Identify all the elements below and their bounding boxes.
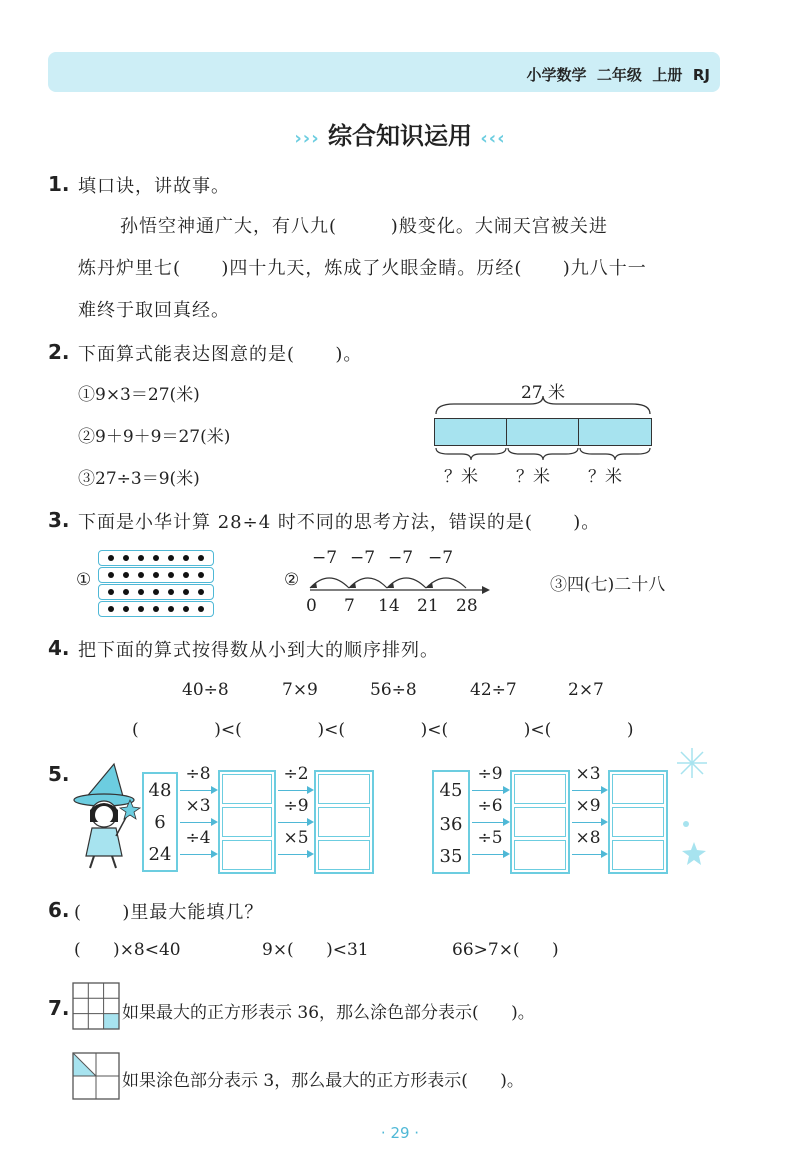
dot — [183, 572, 189, 578]
dot — [108, 572, 114, 578]
answer-cell[interactable] — [318, 840, 370, 870]
q1-line2: 炼丹炉里七( )四十九天，炼成了火眼金睛。历经( )九八十一 — [78, 258, 647, 279]
q7-number: 7. — [48, 996, 70, 1020]
q5-right-op1: ÷9 — [477, 764, 503, 784]
q2-number: 2. — [48, 340, 70, 364]
q5-left-op2: ×5 — [283, 828, 309, 848]
segment-bar — [434, 418, 652, 446]
bar-part-label: ？米 — [588, 467, 622, 487]
arrow — [180, 790, 216, 791]
q4-expression: 42÷7 — [470, 680, 517, 700]
dot — [153, 555, 159, 561]
section-title — [0, 116, 800, 151]
q6-prompt: ( )里最大能填几？ — [74, 902, 264, 923]
dot — [138, 555, 144, 561]
q7-statement-1: 如果最大的正方形表示 36，那么涂色部分表示( )。 — [122, 1003, 535, 1023]
arrow — [278, 854, 312, 855]
q7-grid-3x3 — [72, 982, 120, 1030]
q3-dot-array — [98, 550, 216, 618]
title-text: 综合知识运用 — [328, 122, 472, 150]
answer-cell[interactable] — [222, 774, 272, 804]
arrow — [180, 854, 216, 855]
q5-left-op1: ×3 — [185, 796, 211, 816]
dot — [108, 589, 114, 595]
q3-option-3: ③四(七)二十八 — [550, 575, 666, 595]
q5-right-op2: ×8 — [575, 828, 601, 848]
sparkle-decoration — [672, 744, 712, 874]
q2-option-3: ③27÷3＝9(米) — [78, 469, 200, 489]
q1-number: 1. — [48, 172, 70, 196]
q4-expression: 7×9 — [282, 680, 318, 700]
answer-cell[interactable] — [514, 774, 566, 804]
jump-label: −7 — [388, 548, 414, 568]
arrow — [572, 790, 606, 791]
q7-statement-2: 如果涂色部分表示 3，那么最大的正方形表示( )。 — [122, 1071, 524, 1091]
q2-option-2: ②9＋9＋9＝27(米) — [78, 427, 231, 447]
dot — [183, 589, 189, 595]
q5-left-input: 24 — [148, 844, 172, 865]
dot — [183, 555, 189, 561]
dot — [123, 589, 129, 595]
q2-bar-diagram — [434, 374, 652, 487]
answer-cell[interactable] — [514, 840, 566, 870]
q4-number: 4. — [48, 636, 70, 660]
title-left-arrows: ››› — [294, 128, 320, 149]
q3-number-line — [300, 548, 490, 618]
q6-number: 6. — [48, 898, 70, 922]
dot — [183, 606, 189, 612]
dot — [153, 606, 159, 612]
answer-cell[interactable] — [612, 774, 664, 804]
answer-cell[interactable] — [318, 774, 370, 804]
q5-left-op1: ÷8 — [185, 764, 211, 784]
witch-girl-illustration — [64, 760, 154, 870]
arrow — [572, 822, 606, 823]
q4-expression: 56÷8 — [370, 680, 417, 700]
q6-item: 9×( )<31 — [262, 940, 369, 960]
q5-right-op2: ×3 — [575, 764, 601, 784]
dot — [168, 572, 174, 578]
jump-label: −7 — [428, 548, 454, 568]
q5-number: 5. — [48, 762, 70, 786]
q5-left-input: 48 — [148, 780, 172, 801]
jump-label: −7 — [312, 548, 338, 568]
title-right-arrows: ‹‹‹ — [480, 128, 506, 149]
top-brace — [434, 394, 652, 416]
arrow — [572, 854, 606, 855]
q4-expression: 2×7 — [568, 680, 604, 700]
arrow — [278, 822, 312, 823]
q1-prompt: 填口诀，讲故事。 — [78, 176, 230, 197]
q6-item: 66>7×( ) — [452, 940, 559, 960]
q7-triangle-square — [72, 1052, 120, 1100]
dot — [168, 589, 174, 595]
answer-cell[interactable] — [222, 807, 272, 837]
bar-segment — [506, 418, 580, 446]
q5-right-op1: ÷6 — [477, 796, 503, 816]
q5-right-input: 36 — [439, 814, 463, 835]
q3-opt1-label: ① — [76, 570, 92, 590]
bottom-braces — [434, 446, 652, 462]
number-line-svg — [300, 564, 490, 594]
bar-part-label: ？米 — [444, 467, 478, 487]
q5-left-op2: ÷9 — [283, 796, 309, 816]
q5-left-input: 6 — [154, 812, 166, 833]
q4-prompt: 把下面的算式按得数从小到大的顺序排列。 — [78, 640, 439, 661]
dot — [123, 572, 129, 578]
answer-cell[interactable] — [612, 807, 664, 837]
dot — [108, 555, 114, 561]
q3-opt2-label: ② — [284, 570, 300, 590]
bar-total-label: 27 米 — [520, 383, 566, 403]
jump-label: −7 — [350, 548, 376, 568]
q4-answer-blanks: ( )<( )<( )<( )<( ) — [132, 720, 634, 740]
answer-cell[interactable] — [612, 840, 664, 870]
q2-option-1: ①9×3＝27(米) — [78, 385, 200, 405]
arrow — [472, 790, 508, 791]
q5-right-input: 45 — [439, 780, 463, 801]
arrow — [180, 822, 216, 823]
arrow — [278, 790, 312, 791]
tick-label: 0 — [306, 596, 317, 616]
dot-row — [98, 601, 214, 617]
dot — [168, 606, 174, 612]
page-number: · 29 · — [380, 1124, 420, 1142]
dot — [153, 589, 159, 595]
q3-number: 3. — [48, 508, 70, 532]
dot — [138, 572, 144, 578]
q1-line1: 孙悟空神通广大，有八九( )般变化。大闹天宫被关进 — [120, 216, 608, 237]
dot-row — [98, 550, 214, 566]
tick-label: 14 — [378, 596, 400, 616]
dot-row — [98, 567, 214, 583]
q1-line3: 难终于取回真经。 — [78, 300, 230, 321]
arrow — [472, 822, 508, 823]
dot — [123, 606, 129, 612]
q4-expression: 40÷8 — [182, 680, 229, 700]
bar-segment — [434, 418, 508, 446]
q2-prompt: 下面算式能表达图意的是( )。 — [78, 344, 363, 365]
arrow — [472, 854, 508, 855]
tick-label: 7 — [344, 596, 355, 616]
dot — [168, 555, 174, 561]
q3-prompt: 下面是小华计算 28÷4 时不同的思考方法，错误的是( )。 — [78, 512, 601, 533]
dot — [198, 589, 204, 595]
dot — [198, 606, 204, 612]
tick-label: 21 — [417, 596, 439, 616]
q5-right-op1: ÷5 — [477, 828, 503, 848]
dot — [138, 589, 144, 595]
q5-left-op1: ÷4 — [185, 828, 211, 848]
answer-cell[interactable] — [514, 807, 566, 837]
dot — [198, 555, 204, 561]
dot — [123, 555, 129, 561]
answer-cell[interactable] — [318, 807, 370, 837]
header-book-info: 小学数学 二年级 上册 RJ — [526, 66, 710, 84]
q5-right-op2: ×9 — [575, 796, 601, 816]
q5-right-input: 35 — [439, 846, 463, 867]
bar-segment — [578, 418, 652, 446]
answer-cell[interactable] — [222, 840, 272, 870]
q5-left-op2: ÷2 — [283, 764, 309, 784]
bar-part-label: ？米 — [516, 467, 550, 487]
dot — [198, 572, 204, 578]
dot — [153, 572, 159, 578]
tick-label: 28 — [456, 596, 478, 616]
dot-row — [98, 584, 214, 600]
dot — [108, 606, 114, 612]
dot — [138, 606, 144, 612]
q6-item: ( )×8<40 — [74, 940, 181, 960]
